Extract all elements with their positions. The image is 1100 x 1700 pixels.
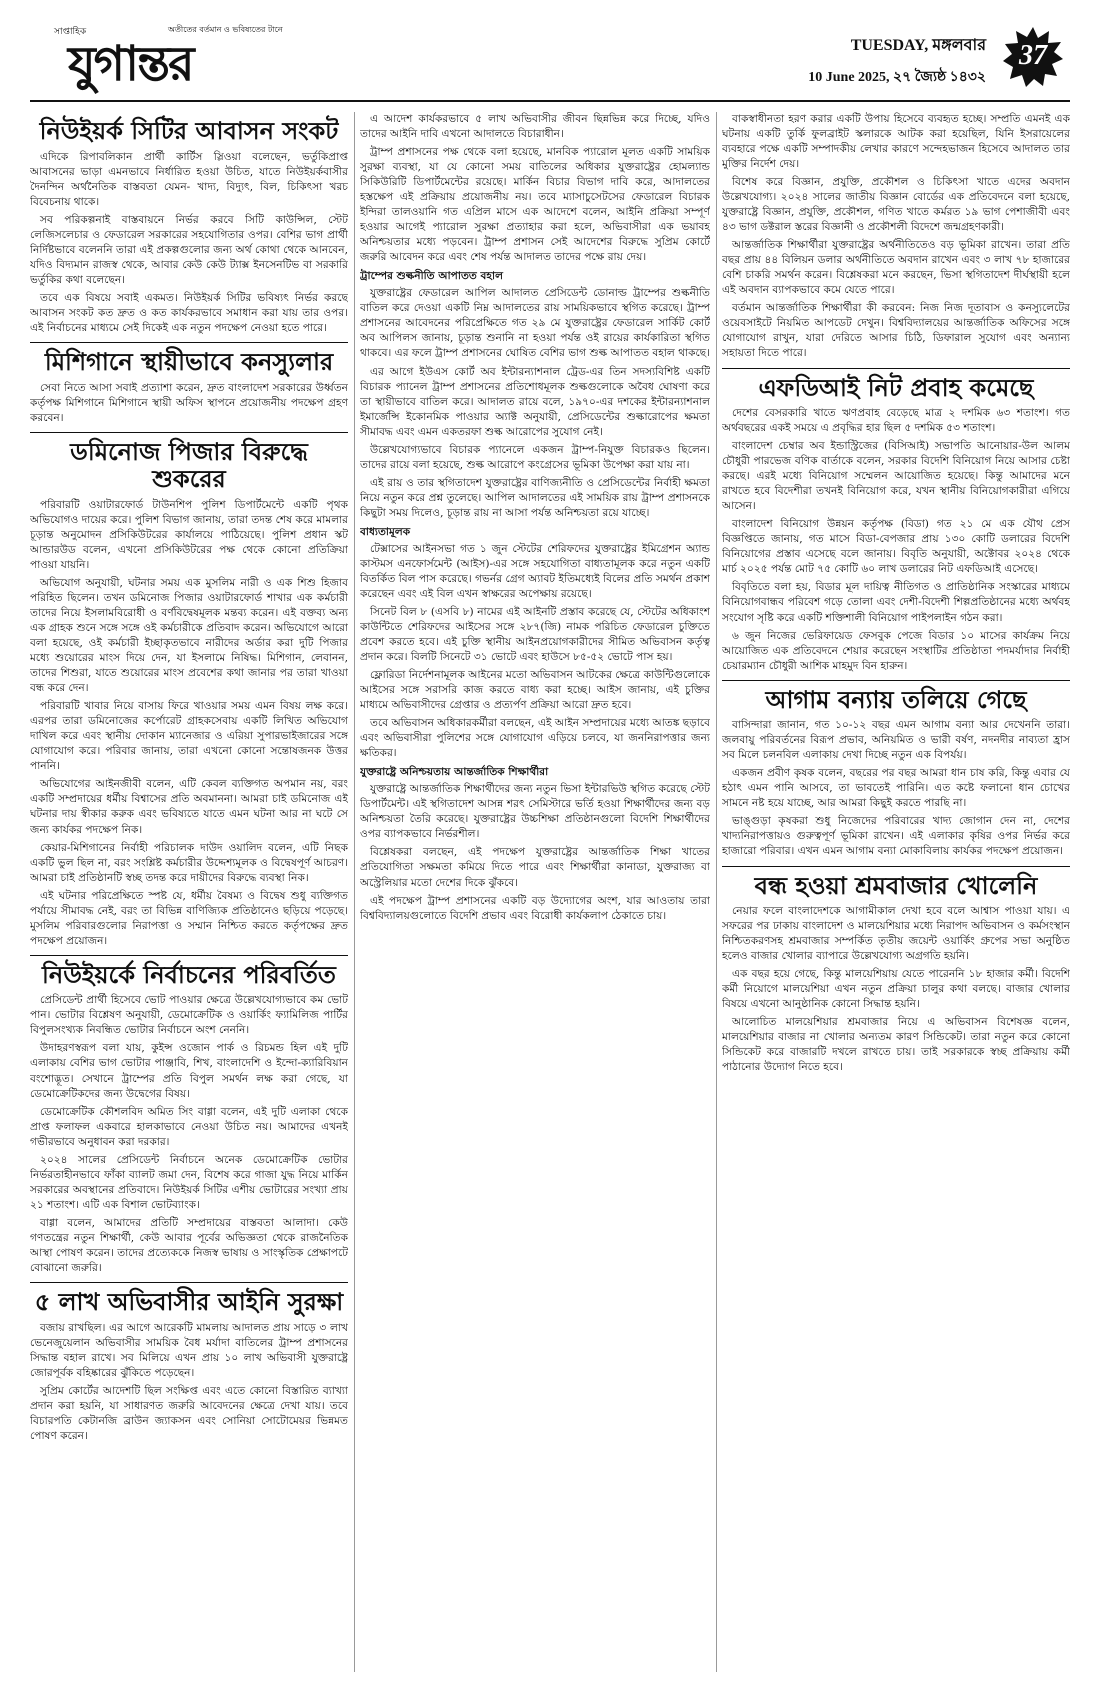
paragraph: এই ঘটনার পরিপ্রেক্ষিতে স্পষ্ট যে, ধর্মীয় বৈষম্য ও বিদ্বেষ শুধু ব্যক্তিগত পর্যায়ে সীমাবদ্ধ নেই, বরং তা বিভিন্ন বাণিজ্যিক প্রতিষ্ঠানেও ছড়িয়ে পড়েছে। মুসলিম পরিবারগুলোর নিরাপত্তা ও সম্মান নিশ্চিত করতে কর্তৃপক্ষের দ্রুত পদক্ষেপ প্রয়োজন। — [30, 889, 348, 947]
paragraph: সেবা নিতে আসা সবাই প্রত্যাশা করেন, দ্রুত বাংলাদেশ সরকারের উর্ধ্বতন কর্তৃপক্ষ মিশিগানে মিশিগানে স্থায়ী অফিস স্থাপনে প্রয়োজনীয় পদক্ষেপ গ্রহণ করবেন। — [30, 381, 348, 424]
paragraph: পরিবারটি ওয়াটারফোর্ড টাউনশিপ পুলিশ ডিপার্টমেন্টে একটি পৃথক অভিযোগও দায়ের করে। পুলিশ বিভাগ জানায়, তারা তদন্ত শেষ করে মামলার চূড়ান্ত অনুমোদন প্রসিকিউটরের কার্যালয়ে পাঠিয়েছে। পুলিশ প্রধান স্কট আন্ডারউড বলেন, এখনো প্রসিকিউটরের পক্ষ থেকে কোনো প্রতিক্রিয়া পাওয়া যায়নি। — [30, 498, 348, 571]
column-divider — [354, 112, 355, 1672]
paragraph: এক বছর হয়ে গেছে, কিন্তু মালয়েশিয়ায় যেতে পারেননি ১৮ হাজার কর্মী। বিদেশি কর্মী নিয়োগে মালয়েশিয়া এখন নতুন প্রক্রিয়া চালুর কথা বলছে। বাজার খোলার বিষয়ে এখনো আনুষ্ঠানিক কোনো সিদ্ধান্ত হয়নি। — [722, 968, 1070, 1011]
column-2 — [360, 112, 710, 1682]
issue-date: 10 June 2025, ২৭ জ্যৈষ্ঠ ১৪৩২ — [808, 70, 986, 85]
paragraph: বর্তমান আন্তর্জাতিক শিক্ষার্থীরা কী করবেন: নিজ নিজ দূতাবাস ও কনস্যুলেটের ওয়েবসাইটে নিয়মিত আপডেট দেখুন। বিশ্ববিদ্যালয়ের আন্তর্জাতিক অফিসের সঙ্গে যোগাযোগ রাখুন, যারা দেরিতে আসার চিঠি, ডিফারাল সুযোগ এবং অন্যান্য সহায়তা দিতে পারে। — [722, 302, 1070, 360]
paragraph: বাংলাদেশ চেম্বার অব ইন্ডাস্ট্রিজের (বিসিআই) সভাপতি আনোয়ার-উল আলম চৌধুরী পারভেজ বণিক বার্তাকে বলেন, সরকার বিদেশি বিনিয়োগ নিয়ে আসার চেষ্টা করছে। এরই মধ্যে বিনিয়োগ সম্মেলন আয়োজিত হয়েছে। কিন্তু আমাদের মনে রাখতে হবে বিদেশীরা তখনই বিনিয়োগ করে, যখন স্থানীয় বিনিয়োগকারীরা এগিয়ে আসেন। — [722, 440, 1070, 513]
paragraph: সিনেট বিল ৮ (এসবি ৮) নামের এই আইনটি প্রস্তাব করেছে যে, স্টেটের অধিকাংশ কাউন্টিতে শেরিফদের আইসের সঙ্গে ২৮৭(জি) নামক পরিচিত ফেডারেল চুক্তিতে প্রবেশ করতে হবে। এই চুক্তি স্থানীয় আইনপ্রয়োগকারীদের সীমিত অভিবাসন কর্তৃত্ব প্রদান করে। বিলটি সিনেটে ৩১ ভোটে এবং হাউসে ৮৫-৫২ ভোটে পাস হয়। — [360, 605, 710, 664]
divider — [30, 955, 348, 956]
paragraph: বাংলাদেশ বিনিয়োগ উন্নয়ন কর্তৃপক্ষ (বিডা) গত ২১ মে এক যৌথ প্রেস বিজ্ঞপ্তিতে জানায়, গত মাসে বিডা-বেপজার প্রায় ১৩০ কোটি ডলারের বিদেশি বিনিয়োগের প্রস্তাব এসেছে বলে জানায়। বিবৃতি অনুযায়ী, অক্টোবর ২০২৪ থেকে মার্চ ২০২৫ পর্যন্ত মোট ৭৫ কোটি ৬০ লাখ ডলারের নিট এফডিআই এসেছে। — [722, 518, 1070, 576]
column-divider — [716, 112, 717, 1672]
paragraph: আলোচিত মালয়েশিয়ার শ্রমবাজার নিয়ে এ অভিবাসন বিশেষজ্ঞ বলেন, মালয়েশিয়ার বাজার না খোলার অন্যতম কারণ সিন্ডিকেট। তারা নতুন করে কোনো সিন্ডিকেট করে বাজারটি দখলে রাখতে চায়। তাই সরকারকে স্বচ্ছ প্রক্রিয়ায় কর্মী পাঠানোর উদ্যোগ নিতে হবে। — [722, 1016, 1070, 1074]
divider — [30, 342, 348, 343]
paragraph: পরিবারটি খাবার নিয়ে বাসায় ফিরে খাওয়ার সময় এমন বিষয় লক্ষ করে। এরপর তারা ডমিনোজের কর্পোরেট গ্রাহকসেবায় একটি লিখিত অভিযোগ দাখিল করে এবং স্থানীয় দোকান ম্যানেজার ও এরিয়া সুপারভাইজারের সঙ্গে যোগাযোগ করে। পরিবার জানায়, তারা এখনো কোনো সন্তোষজনক উত্তর পাননি। — [30, 700, 348, 773]
page-number-badge — [1002, 26, 1064, 88]
headline-dominos: ডমিনোজ পিজার বিরুদ্ধে শুকরের — [70, 437, 308, 494]
newspaper-title: যুগান্তর — [68, 36, 193, 92]
paragraph: অভিযোগের আইনজীবী বলেন, এটি কেবল ব্যক্তিগত অপমান নয়, বরং একটি সম্প্রদায়ের ধর্মীয় বিশ্বাসের প্রতি অবমাননা। আমরা চাই ডমিনোজ এই ঘটনার দায় স্বীকার করুক এবং ভবিষ্যতে যাতে এমন ঘটনা আর না ঘটে সে জন্য কার্যকর পদক্ষেপ নিক। — [30, 778, 348, 836]
paragraph: ২০২৪ সালের প্রেসিডেন্ট নির্বাচনে অনেক ডেমোক্রেটিক ভোটার নির্ভরতাহীনভাবে ফাঁকা ব্যালট জমা দেন, বিশেষ করে গাজা যুদ্ধ নিয়ে মার্কিন সরকারের অবস্থানের প্রতিবাদে। নিউইয়র্ক সিটির এশীয় ভোটারের সংখ্যা প্রায় ২১ শতাংশ। এটি এক বিশাল ভোটব্যাংক। — [30, 1153, 348, 1211]
paragraph: বজায় রাখছিল। এর আগে আরেকটি মামলায় আদালত প্রায় সাড়ে ৩ লাখ ভেনেজুয়েলান অভিবাসীর সাময়িক বৈধ মর্যাদা বাতিলের ট্রাম্প প্রশাসনের সিদ্ধান্ত বহাল রাখে। সব মিলিয়ে এখন প্রায় ১০ লাখ অভিবাসী যুক্তরাষ্ট্রে জোরপূর্বক বহিষ্কারের ঝুঁকিতে পড়েছেন। — [30, 1321, 348, 1379]
paragraph: অভিযোগ অনুযায়ী, ঘটনার সময় এক মুসলিম নারী ও এক শিশু হিজাব পরিহিত ছিলেন। তখন ডমিনোজ পিজার ওয়াটারফোর্ড শাখার এক কর্মচারী তাদের নিয়ে ইসলামবিরোধী ও বর্ণবিদ্বেষমূলক মন্তব্য করেন। এই বক্তব্য অন্য এক গ্রাহক শুনে সঙ্গে সঙ্গে ওই কর্মচারীকে প্রতিবাদ করেন। অভিযোগে আরো বলা হয়েছে, ওই কর্মচারী ইচ্ছাকৃতভাবে নারীদের অর্ডার করা দুটি পিজার মধ্যে শুয়োরের মাংস দিয়ে দেন, যা ইসলামে নিষিদ্ধ। মিশিগান, লেবানন, তাদের শিশুরা, যাতে শুয়োরের মাংস প্রবেশের কথা জানার পর তারা খাওয়া বন্ধ করে দেন। — [30, 577, 348, 695]
divider — [722, 368, 1070, 369]
paragraph: তবে এক বিষয়ে সবাই একমত। নিউইয়র্ক সিটির ভবিষ্যৎ নির্ভর করছে আবাসন সংকট কত দ্রুত ও কত কার্যকরভাবে সমাধান করা যায় তার ওপর। এই নির্বাচনের মাধ্যমে সেই দিকেই এক নতুন পদক্ষেপ নেওয়া হতে পারে। — [30, 291, 348, 334]
weekly-tag: সাপ্তাহিক — [54, 27, 87, 37]
page-number: 37 — [1019, 40, 1047, 71]
paragraph: একজন প্রবীণ কৃষক বলেন, বছরের পর বছর আমরা ধান চাষ করি, কিন্তু এবার যে হঠাৎ এমন পানি আসবে, তা ভাবতেই পারিনি। এত কষ্টে ফলানো ধান চোখের সামনে নষ্ট হয়ে যাচ্ছে, আর আমরা কিছুই করতে পারছি না। — [722, 767, 1070, 810]
headline-labor-market: বন্ধ হওয়া শ্রমবাজার খোলেনি — [754, 871, 1038, 900]
paragraph: বিশেষ করে বিজ্ঞান, প্রযুক্তি, প্রকৌশল ও চিকিৎসা খাতে এদের অবদান উল্লেখযোগ্য। ২০২৪ সালের জাতীয় বিজ্ঞান বোর্ডের এক প্রতিবেদনে বলা হয়েছে, যুক্তরাষ্ট্রে বিজ্ঞান, প্রযুক্তি, প্রকৌশল, গণিত খাতে কর্মরত ১৯ ভাগ পেশাজীবী এবং ৪৩ ভাগ ডক্টরাল স্তরের বিজ্ঞানী ও প্রকৌশলী বিদেশে জন্মগ্রহণকারী। — [722, 176, 1070, 234]
divider — [722, 866, 1070, 867]
paragraph: ফ্লোরিডা নির্দেশনামূলক আইনের মতো অভিবাসন আটকের ক্ষেত্রে কাউন্টিগুলোকে আইসের সঙ্গে সরাসরি কাজ করতে বাধ্য করা হচ্ছে। আইস জানায়, এই চুক্তির মাধ্যমে অভিবাসীদের গ্রেপ্তার ও প্রত্যর্পণ প্রক্রিয়া আরো দ্রুত হবে। — [360, 669, 710, 712]
paragraph: উদাহরণস্বরূপ বলা যায়, কুইন্স ওজোন পার্ক ও রিচমন্ড হিল এই দুটি এলাকায় বেশির ভাগ ভোটার পাঞ্জাবি, শিখ, বাংলাদেশি ও ইন্দো-ক্যারিবিয়ান বংশোদ্ভূত। সেখানে ট্রাম্পের প্রতি বিপুল সমর্থন লক্ষ করা গেছে, যা ডেমোক্রেটিকদের জন্য উদ্বেগের বিষয়। — [30, 1042, 348, 1100]
paragraph: ট্রাম্প প্রশাসনের পক্ষ থেকে বলা হয়েছে, মানবিক প্যারোল মূলত একটি সাময়িক সুরক্ষা ব্যবস্থা, যা যে কোনো সময় বাতিলের অধিকার যুক্তরাষ্ট্রের হোমল্যান্ড সিকিউরিটি ডিপার্টমেন্টের রয়েছে। মার্কিন বিচার বিভাগ দাবি করে, আদালতের হস্তক্ষেপ এই প্রক্রিয়ায় প্রয়োজনীয় নয়। তবে ম্যাসাচুসেটসের ফেডারেল বিচারক ইন্দিরা তালওয়ানি গত এপ্রিল মাসে এক আদেশে বলেন, আইনি প্রক্রিয়া সম্পূর্ণ হওয়ার আগেই প্যারোল সুরক্ষা প্রত্যাহার করা হলে, অভিবাসীরা এক ভয়াবহ অনিশ্চয়তার মধ্যে পড়বেন। ট্রাম্প প্রশাসন সেই আদেশের বিরুদ্ধে সুপ্রিম কোর্টে জরুরি আবেদন করে এবং শেষ পর্যন্ত আদালত তাদের পক্ষে রায় দেয়। — [360, 146, 710, 264]
paragraph: আন্তর্জাতিক শিক্ষার্থীরা যুক্তরাষ্ট্রের অর্থনীতিতেও বড় ভূমিকা রাখেন। তারা প্রতি বছর প্রায় ৪৪ বিলিয়ন ডলার অর্থনীতিতে অবদান রাখেন এবং ৩ লাখ ৭৮ হাজারের বেশি চাকরি সমর্থন করেন। বিশ্লেষকরা মনে করছেন, ভিসা স্থগিতাদেশ দীর্ঘস্থায়ী হলে এই অবদান ব্যাপকভাবে কমে যেতে পারে। — [722, 239, 1070, 297]
paragraph: ৬ জুন নিজের ভেরিফায়েড ফেসবুক পেজে বিডার ১০ মাসের কার্যক্রম নিয়ে আয়োজিত এক প্রতিবেদনে শেয়ার করেছেন সংস্থাটির প্রতিষ্ঠাতা পদমর্যাদার নির্বাহী চেয়ারম্যান চৌধুরী আশিক মাহমুদ বিন হারুন। — [722, 629, 1070, 672]
subheading: যুক্তরাষ্ট্রে অনিশ্চয়তায় আন্তর্জাতিক শিক্ষার্থীরা — [360, 766, 549, 779]
headline-immigrant-protection: ৫ লাখ অভিবাসীর আইনি সুরক্ষা — [34, 1287, 344, 1316]
subheading: ট্রাম্পের শুল্কনীতি আপাতত বহাল — [360, 270, 503, 283]
paragraph: বাকস্বাধীনতা হরণ করার একটি উপায় হিসেবে ব্যবহৃত হচ্ছে। সম্প্রতি এমনই এক ঘটনায় একটি তুর্কি ফুলব্রাইট স্কলারকে আটক করা হয়েছিল, যিনি ইসরায়েলের ব্যবহারে পক্ষে একটি সম্পাদকীয় লেখার কারণে সন্দেহভাজন হিসেবে আদালত তার মুক্তির নির্দেশ দেয়। — [722, 113, 1070, 171]
paragraph: সুপ্রিম কোর্টের আদেশটি ছিল সংক্ষিপ্ত এবং এতে কোনো বিস্তারিত ব্যাখ্যা প্রদান করা হয়নি, যা সাধারণত জরুরি আবেদনের ক্ষেত্রে দেখা যায়। তবে বিচারপতি কেটানজি ব্রাউন জ্যাকসন এবং সোনিয়া সোটোমেয়র ভিন্নমত পোষণ করেন। — [30, 1384, 348, 1442]
paragraph: এ আদেশ কার্যকরভাবে ৫ লাখ অভিবাসীর জীবন ছিন্নভিন্ন করে দিচ্ছে, যদিও তাদের আইনি দাবি এখনো আদালতে বিচারাধীন। — [360, 113, 710, 141]
paragraph: এই রায় ও তার স্থগিতাদেশ যুক্তরাষ্ট্রের বাণিজ্যনীতি ও প্রেসিডেন্টের নির্বাহী ক্ষমতা নিয়ে নতুন করে প্রশ্ন তুলেছে। আপিল আদালতের এই সাময়িক রায় ট্রাম্প প্রশাসনকে কিছুটা সময় দিলেও, চূড়ান্ত রায় না আসা পর্যন্ত অনিশ্চয়তা রয়ে যাচ্ছে। — [360, 476, 710, 519]
paragraph: তবে অভিবাসন অধিকারকর্মীরা বলছেন, এই আইন সম্প্রদায়ের মধ্যে আতঙ্ক ছড়াবে এবং অভিবাসীরা পুলিশের সঙ্গে যোগাযোগ এড়িয়ে চলবে, যা জননিরাপত্তার জন্য ক্ষতিকর। — [360, 717, 710, 760]
paragraph: এদিকে রিপাবলিকান প্রার্থী কার্টিস স্লিওয়া বলেছেন, ভর্তুকিপ্রাপ্ত আবাসনের ভাড়া এমনভাবে নির্ধারিত হওয়া উচিত, যাতে নিউইয়র্কবাসীর দৈনন্দিন অর্থনৈতিক বাস্তবতা যেমন- খাদ্য, বিদ্যুৎ, বিল, চিকিৎসা খরচ বিবেচনায় থাকে। — [30, 150, 348, 208]
issue-day: TUESDAY, মঙ্গলবার — [850, 37, 986, 54]
headline-housing-crisis: নিউইয়র্ক সিটির আবাসন সংকট — [39, 117, 339, 145]
subheading: বাধ্যতামূলক — [360, 525, 411, 538]
dateline — [808, 32, 986, 89]
newspaper-logo — [50, 22, 350, 94]
paragraph: দেশের বেসরকারি খাতে ঋণপ্রবাহ বেড়েছে মাত্র ২ দশমিক ৬৩ শতাংশ। গত অর্থবছরের একই সময়ে এ প্রবৃদ্ধির হার ছিল ৫ দশমিক ৫৩ শতাংশ। — [722, 407, 1070, 435]
divider — [30, 432, 348, 433]
paragraph: বিবৃতিতে বলা হয়, বিডার মূল দায়িত্ব নীতিগত ও প্রাতিষ্ঠানিক সংস্কারের মাধ্যমে বিনিয়োগবান্ধব পরিবেশ গড়ে তোলা এবং দেশী-বিদেশী শিল্পপ্রতিষ্ঠানের মধ্যে অর্থবহ সংযোগ সৃষ্টি করে একটি শক্তিশালী বিনিয়োগ পাইপলাইন গঠন করা। — [722, 581, 1070, 624]
paragraph: বাগ্গা বলেন, আমাদের প্রতিটি সম্প্রদায়ের বাস্তবতা আলাদা। কেউ গণতন্ত্রের নতুন শিক্ষার্থী, কেউ আবার পূর্বের অভিজ্ঞতা থেকে রাজনৈতিক আস্থা পোষণ করেন। তাদের প্রত্যেককে নিজস্ব ভাষায় ও সাংস্কৃতিক প্রেক্ষাপটে বোঝানো জরুরি। — [30, 1216, 348, 1274]
paragraph: এর আগে ইউএস কোর্ট অব ইন্টারন্যাশনাল ট্রেড-এর তিন সদস্যবিশিষ্ট একটি বিচারক প্যানেল ট্রাম্প প্রশাসনের প্রতিশোধমূলক শুল্কগুলোকে অবৈধ ঘোষণা করে তা স্থায়ীভাবে বাতিল করে। আদালত রায়ে বলে, ১৯৭০-এর দশকের ইন্টারন্যাশনাল ইমার্জেন্সি ইকোনমিক পাওয়ার অ্যাক্ট অনুযায়ী, প্রেসিডেন্টের শুল্কারোপের ক্ষমতা সীমাবদ্ধ এবং এমন একতরফা শুল্ক আরোপের সুযোগ নেই। — [360, 365, 710, 438]
paragraph: ডেমোক্রেটিক কৌশলবিদ অমিত সিং বাগ্গা বলেন, এই দুটি এলাকা থেকে প্রাপ্ত ফলাফল একবারে হালকাভাবে নেওয়া উচিত নয়। আমাদের এখনই গভীরভাবে অনুধাবন করা দরকার। — [30, 1105, 348, 1148]
paragraph: নেয়ার ফলে বাংলাদেশকে আগামীকাল দেখা হবে বলে আশ্বাস পাওয়া যায়। এ সফরের পর ঢাকায় বাংলাদেশ ও মালয়েশিয়ার মধ্যে নিরাপদ অভিবাসন ও কর্মসংস্থান নিশ্চিতকরণসহ শ্রমবাজার সম্পর্কিত তৃতীয় জয়েন্ট ওয়ার্কিং গ্রুপের সভা অনুষ্ঠিত হলেও বাজার খোলার ব্যাপারে উল্লেখযোগ্য অগ্রগতি হয়নি। — [722, 905, 1070, 963]
column-3 — [722, 112, 1070, 1682]
paragraph: সব পরিকল্পনাই বাস্তবায়নে নির্ভর করবে সিটি কাউন্সিল, স্টেট লেজিসলেচার ও ফেডারেল সরকারের সহযোগিতার ওপর। বেশির ভাগ প্রার্থী নির্দিষ্টভাবে বলেননি তারা এই প্রকল্পগুলোর জন্য অর্থ কোথা থেকে আনবেন, যদিও বিদ্যমান রাজস্ব থেকে, আবার কেউ কেউ ট্যাক্স ইনসেনটিভ বা সরকারি ভর্তুকির কথা বলেছেন। — [30, 213, 348, 286]
masthead — [30, 22, 1070, 102]
paragraph: যুক্তরাষ্ট্রের ফেডারেল আপিল আদালত প্রেসিডেন্ট ডোনাল্ড ট্রাম্পের শুল্কনীতি বাতিল করে দেওয়া একটি নিম্ন আদালতের রায় সাময়িকভাবে স্থগিত করেছে। ট্রাম্প প্রশাসনের আবেদনের পরিপ্রেক্ষিতে গত ২৯ মে যুক্তরাষ্ট্রের ফেডারেল সার্কিট কোর্ট অব আপিলস জানায়, চূড়ান্ত শুনানি না হওয়া পর্যন্ত ওই রায়ের কার্যকারিতা স্থগিত থাকবে। এর ফলে ট্রাম্প প্রশাসনের ঘোষিত বেশির ভাগ শুল্ক আপাতত বহাল থাকছে। — [360, 287, 710, 360]
column-1 — [30, 112, 348, 1682]
paragraph: উল্লেখযোগ্যভাবে বিচারক প্যানেলে একজন ট্রাম্প-নিযুক্ত বিচারকও ছিলেন। তাদের রায়ে বলা হয়েছে, শুল্ক আরোপে কংগ্রেসের ভূমিকা উপেক্ষা করা যায় না। — [360, 443, 710, 471]
headline-early-flood: আগাম বন্যায় তলিয়ে গেছে — [765, 685, 1027, 714]
divider — [722, 680, 1070, 681]
paragraph: কেয়ার-মিশিগানের নির্বাহী পরিচালক দাউদ ওয়ালিদ বলেন, এটি নিছক একটি ভুল ছিল না, বরং সংশ্লিষ্ট কর্মচারীর উদ্দেশ্যমূলক ও বিদ্বেষপূর্ণ আচরণ। আমরা চাই প্রতিষ্ঠানটি স্বচ্ছ তদন্ত করে দায়ীদের বিরুদ্ধে ব্যবস্থা নিক। — [30, 841, 348, 884]
paragraph: এই পদক্ষেপ ট্রাম্প প্রশাসনের একটি বড় উদ্যোগের অংশ, যার আওতায় তারা বিশ্ববিদ্যালয়গুলোতে বিদেশি প্রভাব এবং বিরোধী কার্যকলাপ ঠেকাতে চায়। — [360, 894, 710, 922]
paragraph: ভাঙ্গুড়া কৃষকরা শুধু নিজেদের পরিবারের খাদ্য জোগান দেন না, দেশের খাদ্যনিরাপত্তায়ও গুরুত্বপূর্ণ ভূমিকা রাখেন। এই এলাকার কৃষির ওপর নির্ভর করে হাজারো পরিবার। এখন এমন আগাম বন্যা মোকাবিলায় কার্যকর পদক্ষেপ প্রয়োজন। — [722, 815, 1070, 858]
paragraph: বিশ্লেষকরা বলছেন, এই পদক্ষেপ যুক্তরাষ্ট্রের আন্তর্জাতিক শিক্ষা খাতের প্রতিযোগিতা সক্ষমতা কমিয়ে দিতে পারে এবং শিক্ষার্থীরা কানাডা, যুক্তরাজ্য বা অস্ট্রেলিয়ার মতো দেশের দিকে ঝুঁকবে। — [360, 846, 710, 889]
headline-michigan-consular: মিশিগানে স্থায়ীভাবে কনস্যুলার — [44, 347, 334, 376]
paragraph: প্রেসিডেন্ট প্রার্থী হিসেবে ভোট পাওয়ার ক্ষেত্রে উল্লেখযোগ্যভাবে কম ভোট পান। ভোটার বিশ্লেষণ অনুযায়ী, ডেমোক্রেটিক ও ওয়ার্কিং ফ্যামিলিজ পার্টির বিপুলসংখ্যক নিবন্ধিত ভোটার নির্বাচনে অংশ নেননি। — [30, 994, 348, 1037]
paragraph: বাসিন্দারা জানান, গত ১০-১২ বছর এমন আগাম বন্যা আর দেখেননি তারা। জলবায়ু পরিবর্তনের বিরূপ প্রভাব, অনিয়মিত ও ভারী বর্ষণ, নদনদীর নাব্যতা হ্রাস সব মিলে চলনবিল এলাকায় দেখা দিচ্ছে নতুন এক বিপর্যয়। — [722, 719, 1070, 762]
divider — [30, 1282, 348, 1283]
headline-fdi: এফডিআই নিট প্রবাহ কমেছে — [758, 373, 1034, 402]
paragraph: যুক্তরাষ্ট্রে আন্তর্জাতিক শিক্ষার্থীদের জন্য নতুন ভিসা ইন্টারভিউ স্থগিত করেছে স্টেট ডিপার্টমেন্ট। এই স্থগিতাদেশ আসন্ন শরৎ সেমিস্টারে ভর্তি হওয়া শিক্ষার্থীদের জন্য বড় অনিশ্চয়তা তৈরি করেছে। যুক্তরাষ্ট্রের উচ্চশিক্ষা প্রতিষ্ঠানগুলো বিদেশি শিক্ষার্থীদের ওপর ব্যাপকভাবে নির্ভরশীল। — [360, 783, 710, 841]
tagline: অতীতের বর্তমান ও ভবিষ্যতের টানে — [168, 25, 283, 34]
headline-ny-election: নিউইয়র্কে নির্বাচনের পরিবর্তিত — [42, 960, 336, 989]
paragraph: টেক্সাসের আইনসভা গত ১ জুন স্টেটের শেরিফদের যুক্তরাষ্ট্রের ইমিগ্রেশন অ্যান্ড কাস্টমস এনফোর্সমেন্ট (আইস)-এর সঙ্গে সহযোগিতা বাধ্যতামূলক করে নতুন একটি বিতর্কিত বিল পাস করেছে। গভর্নর গ্রেগ অ্যাবট ইতিমধ্যেই বিলের প্রতি সমর্থন প্রকাশ করেছেন এবং এই বিল এখন স্বাক্ষরের অপেক্ষায় রয়েছে। — [360, 542, 710, 600]
